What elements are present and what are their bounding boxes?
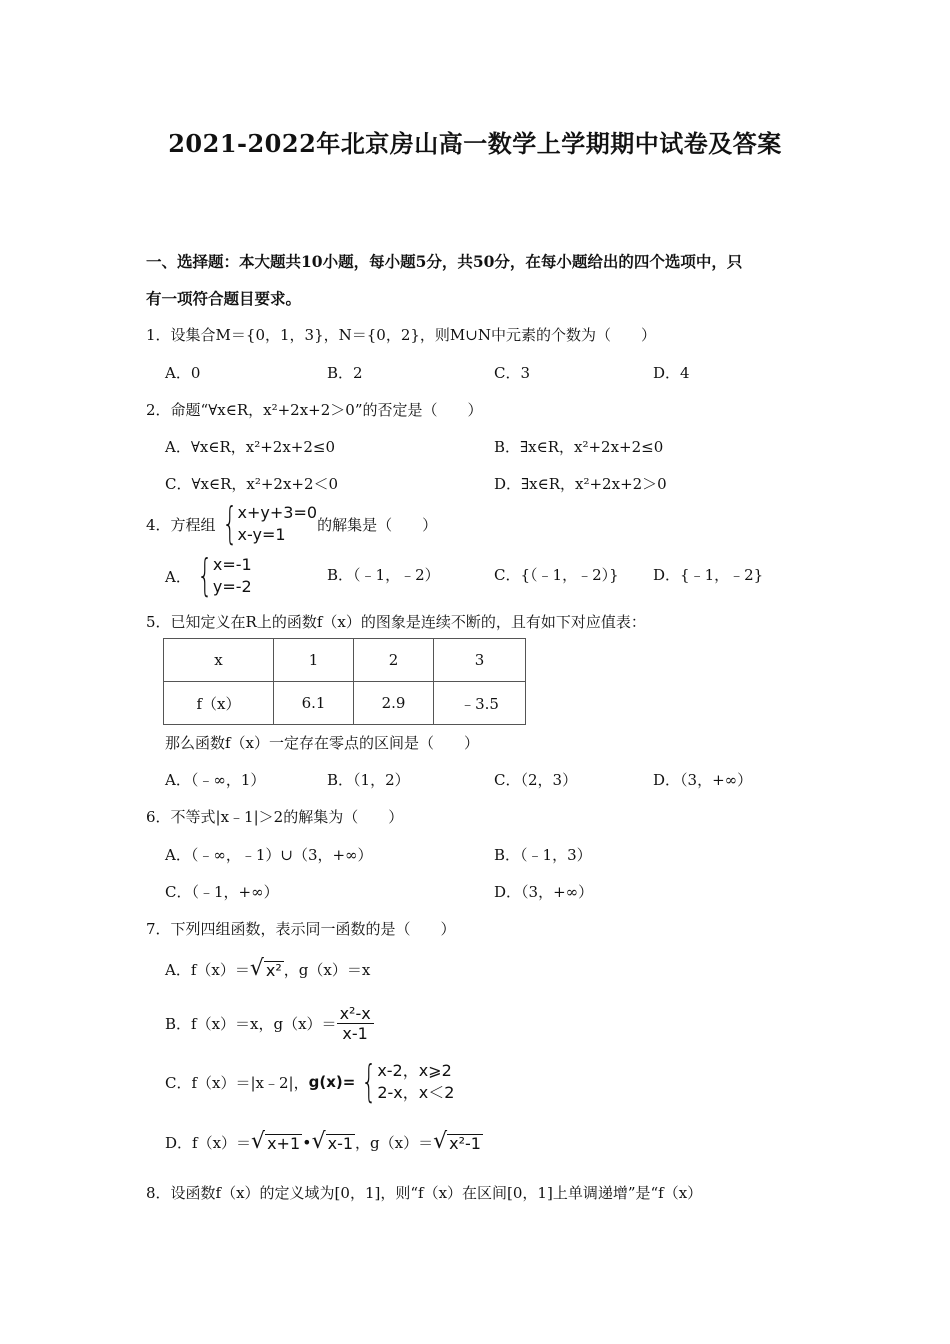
left-brace-icon: { (197, 550, 213, 601)
q5-option-d: D．（3，+∞） (653, 771, 753, 789)
q7-option-d-radicand-3: x²-1 (449, 1134, 481, 1153)
q5-follow-up: 那么函数f（x）一定存在零点的区间是（ ） (165, 734, 480, 752)
square-root-icon: √ x² (249, 956, 282, 981)
q7-option-d-radicand-1: x+1 (267, 1134, 301, 1153)
section-heading-line1: 一、选择题：本大题共10小题，每小题5分，共50分，在每小题给出的四个选项中，只 (146, 252, 743, 271)
section-heading-line2: 有一项符合题目要求。 (146, 289, 302, 308)
q1-stem: 1．设集合M＝{0，1，3}，N＝{0，2}，则M∪N中元素的个数为（ ） (146, 326, 656, 344)
q1-option-c: C．3 (494, 364, 531, 382)
q7-option-a (165, 952, 370, 986)
q4-equation-1: x+y+3=0 (237, 503, 318, 522)
q7-option-b (165, 1002, 374, 1044)
table-cell: 3 (434, 639, 526, 682)
q2-option-b: B．∃x∈R，x²+2x+2≤0 (494, 438, 664, 456)
piecewise-line-1: x-2，x⩾2 (377, 1061, 452, 1080)
q6-option-c: C．（﹣1，+∞） (165, 883, 279, 901)
q5-option-b: B．（1，2） (327, 771, 410, 789)
table-row (164, 682, 526, 725)
q4-option-a-label: A． (165, 567, 191, 586)
q4-option-c: C．{（﹣1，﹣2）} (494, 566, 619, 584)
square-root-icon: √ x-1 (311, 1129, 354, 1154)
table-cell: ﹣3.5 (434, 682, 526, 725)
q4-option-b: B．（﹣1，﹣2） (327, 566, 440, 584)
q6-option-a: A．（﹣∞，﹣1）∪（3，+∞） (165, 846, 373, 864)
table-cell: 2.9 (354, 682, 434, 725)
q2-option-a: A．∀x∈R，x²+2x+2≤0 (165, 438, 336, 456)
q4-option-a-eq1: x=-1 (212, 555, 252, 574)
q4-option-a-system (191, 550, 252, 601)
piecewise-function (355, 1056, 455, 1107)
table-cell: x (164, 639, 274, 682)
q7-option-a-radicand: x² (265, 961, 282, 980)
q4-option-a (165, 550, 252, 601)
q4-stem (146, 500, 437, 548)
q7-stem: 7．下列四组函数，表示同一函数的是（ ） (146, 920, 456, 938)
q4-equation-2: x-y=1 (237, 525, 286, 544)
fraction (337, 1004, 374, 1043)
q2-option-d: D．∃x∈R，x²+2x+2＞0 (494, 475, 667, 493)
multiply-dot: • (302, 1132, 312, 1152)
left-brace-icon: { (361, 1056, 378, 1107)
q8-stem: 8．设函数f（x）的定义域为[0，1]，则“f（x）在区间[0，1]上单调递增”是“f（x） (146, 1184, 703, 1202)
q4-suffix: 的解集是（ ） (317, 515, 438, 534)
q5-stem: 5．已知定义在R上的函数f（x）的图象是连续不断的，且有如下对应值表： (146, 613, 646, 631)
q6-stem: 6．不等式|x﹣1|＞2的解集为（ ） (146, 808, 404, 826)
q4-option-d: D．{﹣1，﹣2} (653, 566, 764, 584)
q7-option-d-mid: ，g（x）＝ (355, 1133, 434, 1152)
q1-option-d: D．4 (653, 364, 690, 382)
left-brace-icon: { (221, 498, 238, 549)
q4-prefix: 4．方程组 (146, 515, 216, 534)
q7-option-d-prefix: D．f（x）＝ (165, 1133, 252, 1152)
q5-option-a: A．（﹣∞，1） (165, 771, 266, 789)
q7-option-d (165, 1124, 483, 1160)
square-root-icon: √ x²-1 (433, 1129, 481, 1154)
q4-equation-system (216, 498, 318, 549)
q7-option-b-prefix: B．f（x）＝x，g（x）＝ (165, 1014, 337, 1033)
q2-option-c: C．∀x∈R，x²+2x+2＜0 (165, 475, 339, 493)
q1-option-b: B．2 (327, 364, 363, 382)
table-cell: 1 (274, 639, 354, 682)
table-cell: 2 (354, 639, 434, 682)
fraction-denominator: x-1 (342, 1023, 368, 1043)
q1-option-a: A．0 (165, 364, 201, 382)
q5-option-c: C．（2，3） (494, 771, 578, 789)
q2-stem: 2．命题“∀x∈R，x²+2x+2＞0”的否定是（ ） (146, 401, 483, 419)
q6-option-d: D．（3，+∞） (494, 883, 594, 901)
table-cell: 6.1 (274, 682, 354, 725)
q7-option-d-radicand-2: x-1 (327, 1134, 354, 1153)
q7-option-c-prefix: C．f（x）＝|x﹣2|， (165, 1073, 309, 1092)
q7-option-a-prefix: A．f（x）＝ (165, 960, 250, 979)
q4-option-a-eq2: y=-2 (212, 577, 252, 596)
q7-option-c (165, 1058, 454, 1106)
q7-option-a-suffix: ，g（x）＝x (283, 960, 371, 979)
value-table (163, 638, 526, 725)
table-cell: f（x） (164, 682, 274, 725)
square-root-icon: √ x+1 (251, 1129, 301, 1154)
page-title: 2021-2022年北京房山高一数学上学期期中试卷及答案 (168, 129, 782, 158)
fraction-numerator: x²-x (337, 1004, 374, 1024)
piecewise-line-2: 2-x，x＜2 (377, 1083, 455, 1102)
q6-option-b: B．（﹣1，3） (494, 846, 592, 864)
q7-option-c-g: g(x)= (308, 1073, 356, 1091)
table-row (164, 639, 526, 682)
